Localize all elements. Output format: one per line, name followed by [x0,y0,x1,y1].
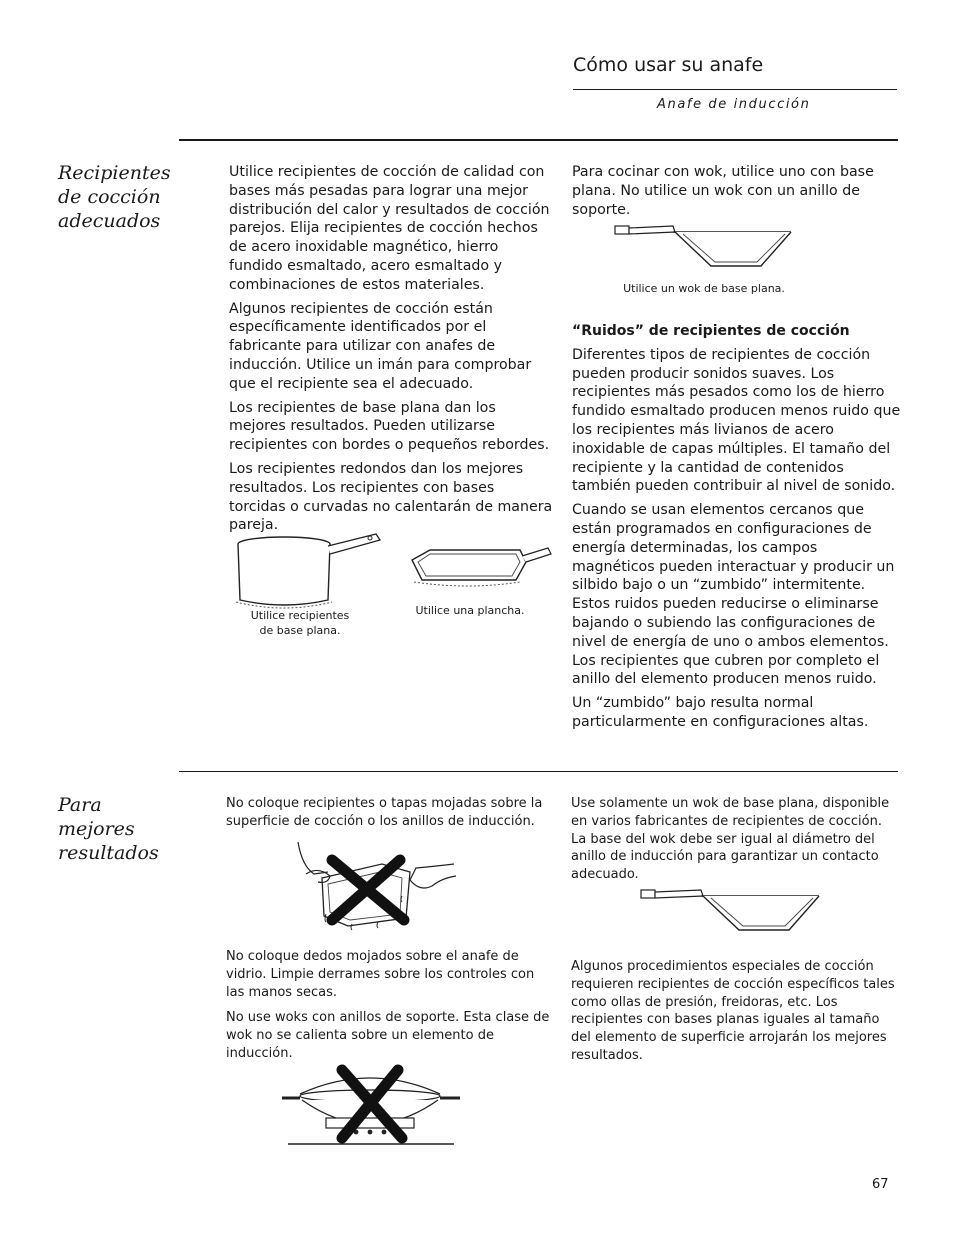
section1-heading-line: Recipientes [58,162,171,184]
page-subtitle: Anafe de inducción [657,97,811,112]
flat-pot-illustration [234,528,384,608]
paragraph: Use solamente un wok de base plana, disponible en varios fabricantes de recipientes de cocción. La base del wok debe ser igual al diámetro del anillo de inducción para garantizar un contacto adecuado. [571,796,890,883]
paragraph: Utilice recipientes de cocción de calidad con bases más pesadas para lograr una mejor distribución del calor y resultados de cocción parejos. Elija recipientes de cocción hechos de acero inoxidable magnético, hierro fundido esmaltado, acero esmaltado y combinaciones de estos materiales. [229,164,550,293]
page-title: Cómo usar su anafe [573,54,764,76]
caption-line: Utilice recipientes [250,609,350,622]
paragraph: Un “zumbido” bajo resulta normal particularmente en configuraciones altas. [572,695,869,730]
section1-left-text [229,163,554,540]
paragraph: Los recipientes de base plana dan los mejores resultados. Pueden utilizarse recipientes con bordes o pequeños rebordes. [229,399,550,454]
section-divider-top [179,139,898,141]
paragraph: No use woks con anillos de soporte. Esta clase de wok no se calienta sobre un elemento de inducción. [226,1010,550,1061]
page-number: 67 [872,1177,889,1192]
section2-heading-line: mejores [58,818,135,840]
paragraph: No coloque recipientes o tapas mojadas sobre la superficie de cocción o los anillos de inducción. [226,796,543,829]
section2-heading-line: resultados [58,842,159,864]
section1-heading-line: de cocción [58,186,161,208]
paragraph: No coloque dedos mojados sobre el anafe de vidrio. Limpie derrames sobre los controles con las manos secas. [226,949,535,1000]
title-divider [573,89,897,90]
caption-line: de base plana. [259,624,341,637]
section2-heading-line: Para [58,794,102,816]
section1-heading [58,161,178,233]
noise-heading: “Ruidos” de recipientes de cocción [572,323,850,339]
paragraph: Algunos recipientes de cocción están específicamente identificados por el fabricante para utilizar con anafes de inducción. Utilice un imán para comprobar que el recipiente sea el adecuado. [229,300,532,392]
wet-fingers-text [226,948,556,1071]
paragraph: Diferentes tipos de recipientes de cocción pueden producir sonidos suaves. Los recipientes más pesados como los de hierro fundido esmaltado producen menos ruido que los recipientes más livianos de acero inoxidable de capas múltiples. El tamaño del recipiente y la cantidad de contenidos también pueden contribuir al nivel de sonido. [572,346,901,495]
noise-section [572,322,902,737]
section2-heading [58,793,178,865]
wet-cookware-text [226,795,556,839]
caption-griddle: Utilice una plancha. [415,604,525,617]
wet-pan-warning-illustration [292,836,462,928]
flat-wok-usage-text [571,795,901,892]
caption-flat-wok: Utilice un wok de base plana. [623,282,785,295]
paragraph: Para cocinar con wok, utilice uno con base plana. No utilice un wok con un anillo de soporte. [572,164,874,218]
griddle-illustration [408,540,553,588]
ring-wok-warning-illustration [280,1062,462,1146]
section1-heading-line: adecuados [58,210,161,232]
section-divider-middle [179,771,898,772]
caption-flat-pot [240,608,360,638]
paragraph: Cuando se usan elementos cercanos que están programados en configuraciones de energía determinadas, los campos magnéticos pueden interactuar y producir un silbido bajo o un “zumbido” intermitente. Estos ruidos pueden reducirse o eliminarse bajando o subiendo las configuraciones de nivel de energía de uno o ambos elementos. Los recipientes que cubren por completo el anillo del elemento producen menos ruido. [572,502,895,688]
flat-wok-illustration [613,220,798,270]
wok-intro-text [572,163,902,224]
flat-wok-usage-illustration [639,884,824,934]
special-cookware-text [571,958,901,1073]
paragraph: Los recipientes redondos dan los mejores resultados. Los recipientes con bases torcidas o curvadas no calentarán de manera pareja. [229,460,553,534]
paragraph: Algunos procedimientos especiales de cocción requieren recipientes de cocción específicos tales como ollas de presión, freidoras, etc. Los recipientes con bases planas iguales al tamaño del elemento de superficie arrojarán los mejores resultados. [571,959,895,1063]
